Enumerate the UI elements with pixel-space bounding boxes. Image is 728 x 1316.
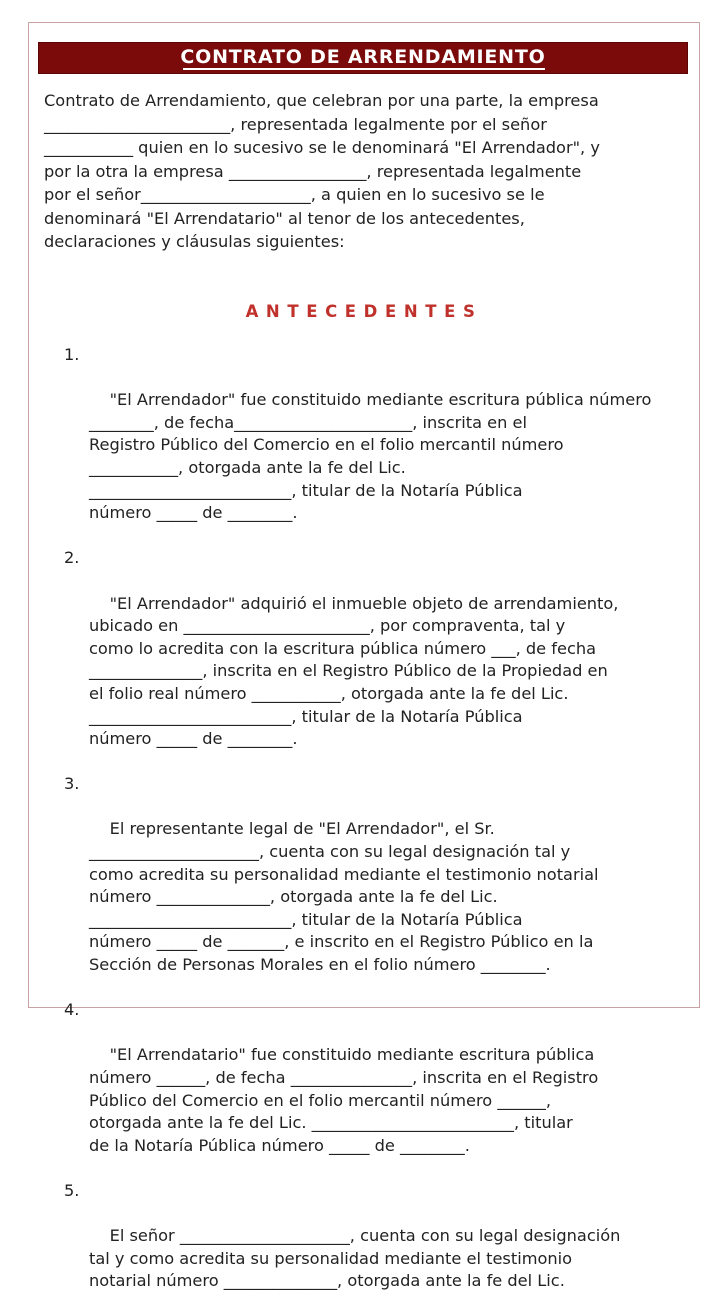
item-number: 1. xyxy=(64,345,80,364)
item-text: El señor _____________________, cuenta con su legal designación tal y como acredita su personalidad mediante el testimonio notarial número ______________, otorgada ante la fe del Lic. xyxy=(89,1226,621,1291)
item-number: 3. xyxy=(64,774,80,794)
document-title: CONTRATO DE ARRENDAMIENTO xyxy=(180,46,546,68)
antecedente-item-1 xyxy=(44,344,684,547)
antecedentes-list xyxy=(44,344,684,1316)
item-number: 4. xyxy=(64,1000,80,1020)
antecedente-item-2 xyxy=(44,547,684,773)
item-number: 2. xyxy=(64,548,80,568)
section-heading-antecedentes: ANTECEDENTES xyxy=(245,302,483,321)
item-text: El representante legal de "El Arrendador", el Sr. _____________________, cuenta con su legal designación tal y como acredita su personalidad mediante el testimonio notarial número ______________, otorgada ante la fe del Lic. _________________________, titular de la Notaría Pública número _____ de _______, e inscrito en el Registro Público en la Sección de Personas Morales en el folio número ________. xyxy=(89,819,599,975)
item-text: "El Arrendador" adquirió el inmueble objeto de arrendamiento, ubicado en _______________________, por compraventa, tal y como lo acredita con la escritura pública número ___, de fecha ______________, inscrita en el Registro Público de la Propiedad en el folio real número ___________, otorgada ante la fe del Lic. _________________________, titular de la Notaría Pública número _____ de ________. xyxy=(89,593,619,749)
item-text: "El Arrendador" fue constituido mediante escritura pública número ________, de fecha______________________, inscrita en el Registro Público del Comercio en el folio mercantil número ___________, otorgada ante la fe del Lic. _________________________, titular de la Notaría Pública número _____ de ________. xyxy=(89,390,652,523)
title-underline xyxy=(183,68,545,70)
antecedente-item-3 xyxy=(44,773,684,999)
antecedente-item-5 xyxy=(44,1180,684,1316)
intro-paragraph: Contrato de Arrendamiento, que celebran por una parte, la empresa _______________________, representada legalmente por el señor ___________ quien en lo sucesivo se le denominará "El Arrendador", y por la otra la empresa _________________, representada legalmente por el señor_____________________, a quien en lo sucesivo se le denominará "El Arrendatario" al tenor de los antecedentes, declaraciones y cláusulas siguientes: xyxy=(44,91,600,251)
item-number: 5. xyxy=(64,1180,80,1200)
item-text: "El Arrendatario" fue constituido mediante escritura pública número ______, de fecha _______________, inscrita en el Registro Público del Comercio en el folio mercantil número ______, otorgada ante la fe del Lic. _________________________, titular de la Notaría Pública número _____ de ________. xyxy=(89,1045,599,1155)
antecedente-item-4 xyxy=(44,999,684,1180)
